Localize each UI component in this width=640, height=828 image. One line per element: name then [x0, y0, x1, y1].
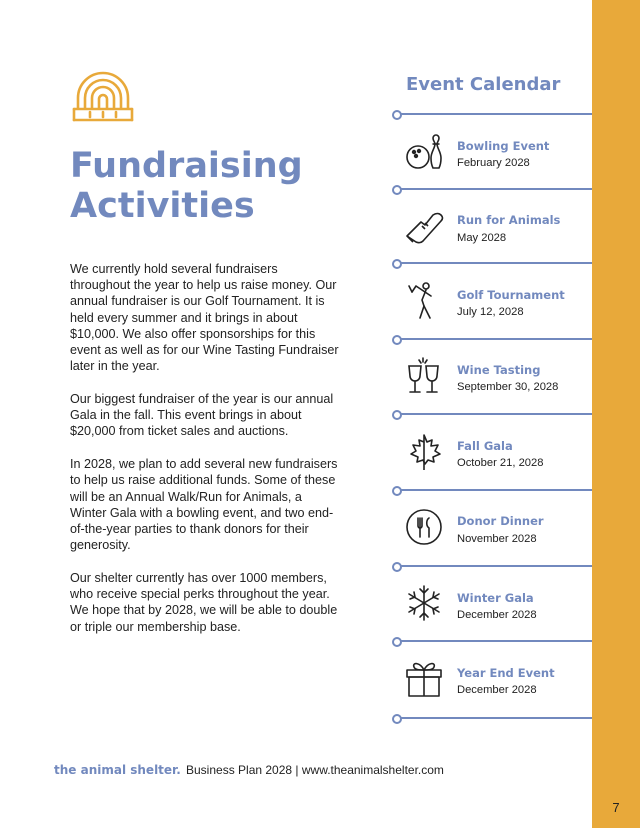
wine-glasses-icon	[404, 356, 444, 396]
event-name: Run for Animals	[457, 213, 561, 227]
event-timeline	[392, 0, 592, 828]
timeline-line	[400, 188, 592, 190]
timeline-line	[400, 113, 592, 115]
body-text	[70, 261, 340, 651]
timeline-line	[400, 262, 592, 264]
title-line-1: Fundraising	[70, 146, 303, 186]
sneaker-icon	[404, 206, 444, 246]
footer-brand: the animal shelter.	[54, 763, 181, 777]
paragraph: Our biggest fundraiser of the year is our annual Gala in the fall. This event brings in about $20,000 from ticket sales and auctions.	[70, 392, 334, 439]
timeline-line	[400, 489, 592, 491]
event-name: Golf Tournament	[457, 288, 565, 302]
timeline-dot	[392, 335, 402, 345]
event-date: October 21, 2028	[457, 457, 544, 469]
event-name: Winter Gala	[457, 591, 534, 605]
event-name: Year End Event	[457, 666, 555, 680]
side-accent-band	[592, 0, 640, 828]
timeline-dot	[392, 410, 402, 420]
event-date: December 2028	[457, 684, 537, 696]
event-date: July 12, 2028	[457, 306, 524, 318]
timeline-dot	[392, 637, 402, 647]
gift-icon	[404, 658, 444, 698]
golfer-icon	[404, 280, 444, 320]
paragraph: In 2028, we plan to add several new fundraisers to help us raise additional funds. Some of these will be an Annual Walk/Run for Animals, a Winter Gala with a bowling event, and two end-of-the-year parties to thank donors for their generosity.	[70, 457, 338, 553]
event-name: Donor Dinner	[457, 514, 544, 528]
snowflake-icon	[404, 583, 444, 623]
timeline-line	[400, 717, 592, 719]
page-number: 7	[612, 800, 620, 815]
title-line-2: Activities	[70, 186, 255, 226]
page-title	[70, 146, 360, 226]
event-date: February 2028	[457, 157, 530, 169]
timeline-dot	[392, 185, 402, 195]
timeline-dot	[392, 562, 402, 572]
timeline-line	[400, 640, 592, 642]
event-date: September 30, 2028	[457, 381, 559, 393]
event-name: Wine Tasting	[457, 363, 541, 377]
dinner-plate-icon	[404, 507, 444, 547]
timeline-line	[400, 565, 592, 567]
paragraph: Our shelter currently has over 1000 members, who receive special perks throughout the year. We hope that by 2028, we will be able to double or triple our membership base.	[70, 571, 338, 634]
footer-text: Business Plan 2028 | www.theanimalshelter.com	[186, 763, 444, 777]
maple-leaf-icon	[404, 432, 444, 472]
timeline-line	[400, 413, 592, 415]
event-name: Fall Gala	[457, 439, 513, 453]
paragraph: We currently hold several fundraisers throughout the year to help us raise money. Our annual fundraiser is our Golf Tournament. It is held every summer and it brings in about $10,000. We also offer sponsorships for this event as well as for our Wine Tasting Fundraiser later in the year.	[70, 262, 339, 374]
event-date: November 2028	[457, 533, 537, 545]
logo-arch-icon	[70, 68, 136, 124]
timeline-dot	[392, 714, 402, 724]
event-date: May 2028	[457, 232, 507, 244]
event-date: December 2028	[457, 609, 537, 621]
timeline-dot	[392, 486, 402, 496]
timeline-dot	[392, 110, 402, 120]
event-name: Bowling Event	[457, 139, 550, 153]
bowling-icon	[404, 132, 444, 172]
timeline-dot	[392, 259, 402, 269]
event-calendar-title: Event Calendar	[406, 74, 561, 95]
timeline-line	[400, 338, 592, 340]
